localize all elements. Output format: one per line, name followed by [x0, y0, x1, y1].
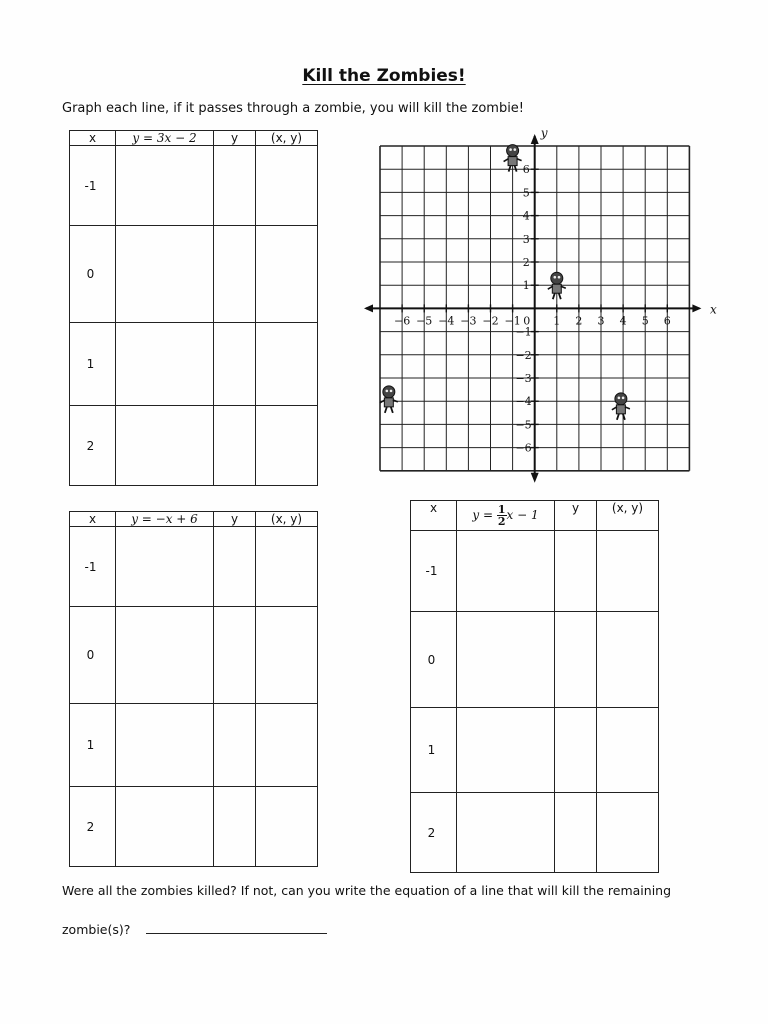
equation-cell[interactable]: [116, 704, 214, 787]
zombie-leg: [385, 407, 387, 413]
x-tick-label: −4: [438, 314, 455, 328]
y-tick-label: 3: [522, 232, 530, 246]
table-row: [70, 406, 318, 486]
x-axis-arrow-right: [692, 304, 701, 312]
x-tick-label: 5: [641, 314, 649, 328]
equation-label: y = −x + 6: [131, 512, 198, 526]
zombie-head: [615, 393, 627, 405]
zombie-head: [551, 272, 563, 284]
zombies: [380, 145, 630, 420]
x-value-cell: 0: [70, 607, 116, 704]
x-tick-label: 3: [597, 314, 605, 328]
x-tick-label: −5: [416, 314, 433, 328]
y-cell[interactable]: [555, 793, 597, 873]
y-cell[interactable]: [214, 323, 256, 406]
y-tick-label: −6: [515, 441, 532, 455]
question-text: Were all the zombies killed? If not, can you write the equation of a line that will kill the remaining: [62, 883, 672, 898]
equation-cell[interactable]: [116, 146, 214, 226]
point-cell[interactable]: [597, 708, 659, 793]
equation-cell[interactable]: [116, 406, 214, 486]
zombie-body: [616, 405, 625, 414]
x-tick-label: −2: [482, 314, 499, 328]
fraction: $\frac{1}{2}$: [497, 503, 506, 528]
y-cell[interactable]: [555, 612, 597, 708]
zombie-prompt: zombie(s)?: [62, 922, 131, 937]
header-y: y: [214, 512, 256, 527]
answer-line[interactable]: [146, 933, 327, 934]
zombie-body: [552, 284, 561, 293]
point-cell[interactable]: [256, 226, 318, 323]
header-x: x: [70, 512, 116, 527]
point-cell[interactable]: [256, 323, 318, 406]
point-cell[interactable]: [256, 704, 318, 787]
x-tick-label: 1: [553, 314, 561, 328]
point-cell[interactable]: [256, 406, 318, 486]
header-x: x: [70, 131, 116, 146]
table-row: [70, 704, 318, 787]
header-x: x: [411, 501, 457, 531]
equation-cell[interactable]: [457, 708, 555, 793]
x-tick-label: 4: [619, 314, 627, 328]
zombie-eye: [558, 276, 561, 279]
zombie-leg: [617, 414, 619, 420]
zombie-leg: [391, 407, 393, 413]
zombie-leg: [515, 166, 517, 172]
y-tick-label: −2: [515, 348, 532, 362]
zombie-bottom-right: [612, 393, 630, 420]
header-point: (x, y): [597, 501, 659, 531]
x-value-cell: -1: [411, 531, 457, 612]
zombie-eye: [514, 148, 517, 151]
zombie-eye: [622, 397, 625, 400]
table-header-row: [411, 501, 659, 531]
x-tick-label: 0: [523, 314, 531, 328]
table-equation-2: [69, 511, 318, 867]
y-cell[interactable]: [214, 607, 256, 704]
header-equation: [457, 501, 555, 531]
table-header-row: [70, 512, 318, 527]
table-row: [70, 146, 318, 226]
equation-cell[interactable]: [116, 607, 214, 704]
equation-cell[interactable]: [116, 323, 214, 406]
x-value-cell: 2: [70, 406, 116, 486]
x-tick-label: −3: [460, 314, 477, 328]
zombie-leg: [509, 166, 511, 172]
header-equation: [116, 131, 214, 146]
x-value-cell: 0: [70, 226, 116, 323]
header-equation: [116, 512, 214, 527]
y-tick-label: 2: [522, 256, 530, 269]
zombie-body: [384, 398, 393, 407]
zombie-eye: [386, 390, 389, 393]
x-value-cell: 1: [411, 708, 457, 793]
equation-label: y = $\frac{1}{2}$ x − 1: [472, 503, 539, 528]
table-row: [70, 527, 318, 607]
instructions: Graph each line, if it passes through a zombie, you will kill the zombie!: [62, 101, 525, 116]
table-row: [411, 612, 659, 708]
equation-label: y = 3x − 2: [132, 131, 197, 145]
equation-cell[interactable]: [457, 793, 555, 873]
header-point: (x, y): [256, 512, 318, 527]
point-cell[interactable]: [256, 607, 318, 704]
equation-cell[interactable]: [457, 612, 555, 708]
y-tick-label: −5: [515, 418, 532, 432]
x-value-cell: 1: [70, 323, 116, 406]
y-cell[interactable]: [214, 146, 256, 226]
point-cell[interactable]: [256, 787, 318, 867]
coordinate-grid[interactable]: [360, 126, 717, 480]
table-row: [70, 226, 318, 323]
y-tick-label: 6: [522, 163, 530, 177]
y-tick-label: −4: [515, 395, 532, 409]
x-value-cell: -1: [70, 146, 116, 226]
y-cell[interactable]: [214, 787, 256, 867]
y-cell[interactable]: [214, 226, 256, 323]
y-cell[interactable]: [555, 708, 597, 793]
zombie-head: [383, 386, 395, 398]
table-row: [411, 793, 659, 873]
axes: [364, 134, 701, 483]
zombie-head: [507, 145, 519, 157]
point-cell[interactable]: [256, 146, 318, 226]
x-tick-label: 6: [663, 314, 671, 328]
x-value-cell: -1: [70, 527, 116, 607]
y-axis-label: y: [540, 126, 548, 140]
zombie-eye: [618, 397, 621, 400]
table-header-row: [70, 131, 318, 146]
y-cell[interactable]: [214, 527, 256, 607]
y-tick-label: 5: [522, 186, 530, 200]
y-tick-label: 1: [522, 279, 530, 293]
point-cell[interactable]: [256, 527, 318, 607]
header-point: (x, y): [256, 131, 318, 146]
x-tick-label: −6: [393, 314, 411, 328]
zombie-body: [508, 157, 517, 166]
x-value-cell: 2: [411, 793, 457, 873]
y-cell[interactable]: [214, 406, 256, 486]
x-tick-label: −1: [504, 314, 521, 328]
equation-cell[interactable]: [116, 787, 214, 867]
table-equation-1: [69, 130, 318, 486]
point-cell[interactable]: [597, 531, 659, 612]
zombie-leg: [553, 293, 555, 299]
zombie-left: [380, 386, 398, 413]
x-axis-label: x: [710, 302, 717, 317]
table-row: [411, 531, 659, 612]
header-y: y: [555, 501, 597, 531]
zombie-eye: [509, 148, 512, 151]
x-value-cell: 1: [70, 704, 116, 787]
table-row: [70, 607, 318, 704]
y-cell[interactable]: [214, 704, 256, 787]
zombie-eye: [390, 390, 393, 393]
table-row: [70, 323, 318, 406]
zombie-eye: [554, 276, 557, 279]
table-row: [411, 708, 659, 793]
x-value-cell: 0: [411, 612, 457, 708]
worksheet-title: Kill the Zombies!: [302, 66, 466, 86]
y-tick-label: −1: [515, 325, 532, 339]
point-cell[interactable]: [597, 612, 659, 708]
x-value-cell: 2: [70, 787, 116, 867]
header-y: y: [214, 131, 256, 146]
y-axis-arrow-down: [531, 473, 539, 483]
y-axis-arrow-up: [531, 134, 539, 144]
table-row: [70, 787, 318, 867]
y-tick-label: 4: [522, 209, 530, 223]
x-axis-arrow-left: [364, 304, 373, 312]
x-tick-label: 2: [575, 314, 583, 328]
y-tick-label: −3: [515, 372, 532, 385]
y-cell[interactable]: [555, 531, 597, 612]
equation-cell[interactable]: [116, 226, 214, 323]
point-cell[interactable]: [597, 793, 659, 873]
equation-cell[interactable]: [116, 527, 214, 607]
table-equation-3: [410, 500, 659, 873]
equation-cell[interactable]: [457, 531, 555, 612]
zombie-leg: [559, 293, 561, 299]
